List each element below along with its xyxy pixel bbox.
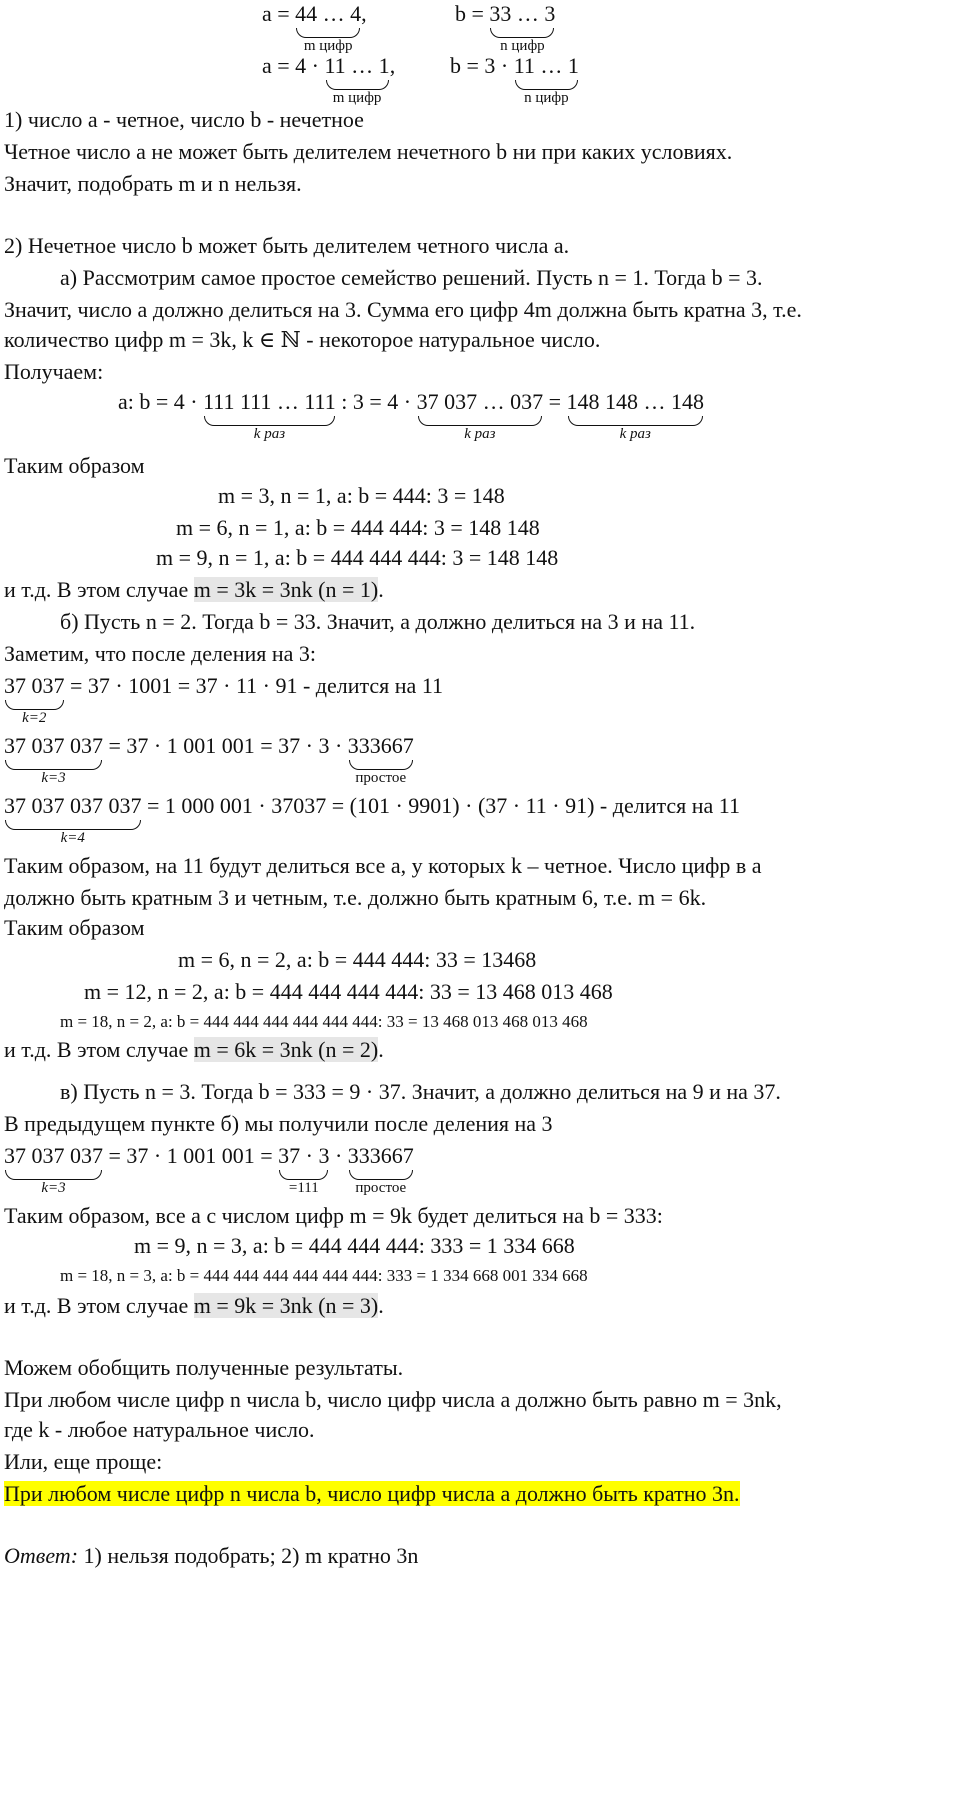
formula-division-k: a: b = 4 · 111 111 … 111 k раз : 3 = 4 · 37 037 … 037 k раз = 148 148 … 148 k раз xyxy=(118,389,705,442)
underbrace-group: 33 … 3 n цифр xyxy=(489,1,556,54)
underbrace-group: 333667 простое xyxy=(347,733,414,786)
formula-k4: 37 037 037 037 k=4 = 1 000 001 · 37037 = (101 · 9901) · (37 · 11 · 91) - делится на 11 xyxy=(4,793,740,846)
answer-label: Ответ: xyxy=(4,1543,79,1568)
underbrace-group: 37 037 … 037 k раз xyxy=(416,389,544,442)
formula-a-factored: a = 4 · 11 … 1 m цифр , xyxy=(262,53,396,106)
paragraph: Значит, число a должно делиться на 3. Сумма его цифр 4m должна быть кратна 3, т.е. xyxy=(4,297,802,322)
formula-a-digits: a = 44 … 4 m цифр , xyxy=(262,1,367,54)
paragraph: Можем обобщить полученные результаты. xyxy=(4,1355,404,1380)
result-row: m = 3, n = 1, a: b = 444: 3 = 148 xyxy=(218,483,505,508)
paragraph: Четное число a не может быть делителем нечетного b ни при каких условиях. xyxy=(4,139,733,164)
underbrace-group: 333667 простое xyxy=(347,1143,414,1196)
result-row: m = 6, n = 1, a: b = 444 444: 3 = 148 148 xyxy=(176,515,540,540)
result-row: m = 9, n = 3, a: b = 444 444 444: 333 = 1 334 668 xyxy=(134,1233,575,1258)
formula-b-factored: b = 3 · 11 … 1 n цифр xyxy=(450,53,579,106)
paragraph: Получаем: xyxy=(4,359,104,384)
paragraph: б) Пусть n = 2. Тогда b = 33. Значит, a должно делиться на 3 и на 11. xyxy=(60,609,696,634)
paragraph: Значит, подобрать m и n нельзя. xyxy=(4,171,302,196)
paragraph: Таким образом, на 11 будут делиться все a, у которых k – четное. Число цифр в a xyxy=(4,853,762,878)
paragraph: Или, еще проще: xyxy=(4,1449,163,1474)
paragraph: должно быть кратным 3 и четным, т.е. должно быть кратным 6, т.е. m = 6k. xyxy=(4,885,707,910)
paragraph: При любом числе цифр n числа b, число цифр числа a должно быть равно m = 3nk, xyxy=(4,1387,782,1412)
highlighted-formula: m = 6k = 3nk (n = 2) xyxy=(193,1037,379,1062)
underbrace-group: 37 037 037 k=3 xyxy=(4,733,103,786)
formula-k3: 37 037 037 k=3 = 37 · 1 001 001 = 37 · 3 · 333667 простое xyxy=(4,733,414,786)
underbrace-group: 44 … 4 m цифр xyxy=(295,1,362,54)
paragraph: и т.д. В этом случае m = 9k = 3nk (n = 3). xyxy=(4,1293,384,1318)
paragraph: 1) число a - четное, число b - нечетное xyxy=(4,107,364,132)
result-row: m = 6, n = 2, a: b = 444 444: 33 = 13468 xyxy=(178,947,537,972)
paragraph: количество цифр m = 3k, k ∈ ℕ - некоторое натуральное число. xyxy=(4,327,601,352)
answer xyxy=(4,1542,418,1570)
highlighted-formula: m = 3k = 3nk (n = 1) xyxy=(193,577,379,602)
paragraph: Заметим, что после деления на 3: xyxy=(4,641,317,666)
highlighted-conclusion: При любом числе цифр n числа b, число цифр числа a должно быть кратно 3n. xyxy=(4,1481,740,1506)
paragraph: Таким образом xyxy=(4,915,145,940)
paragraph: В предыдущем пункте б) мы получили после деления на 3 xyxy=(4,1111,553,1136)
result-row: m = 18, n = 2, a: b = 444 444 444 444 444 444: 33 = 13 468 013 468 013 468 xyxy=(60,1012,588,1031)
paragraph: в) Пусть n = 3. Тогда b = 333 = 9 · 37. Значит, a должно делиться на 9 и на 37. xyxy=(60,1079,781,1104)
formula-b-digits: b = 33 … 3 n цифр xyxy=(455,1,556,54)
conclusion xyxy=(4,1480,740,1508)
paragraph: где k - любое натуральное число. xyxy=(4,1417,315,1442)
paragraph: 2) Нечетное число b может быть делителем четного числа a. xyxy=(4,233,570,258)
underbrace-group: 37 037 037 037 k=4 xyxy=(4,793,142,846)
answer-text: 1) нельзя подобрать; 2) m кратно 3n xyxy=(78,1543,419,1568)
result-row: m = 9, n = 1, a: b = 444 444 444: 3 = 148 148 xyxy=(156,545,559,570)
underbrace-group: 37 · 3 =111 xyxy=(278,1143,330,1196)
paragraph: Таким образом xyxy=(4,453,145,478)
formula-k2: 37 037 k=2 = 37 · 1001 = 37 · 11 · 91 - делится на 11 xyxy=(4,673,444,726)
underbrace-group: 11 … 1 m цифр xyxy=(324,53,390,106)
formula-k3-111: 37 037 037 k=3 = 37 · 1 001 001 = 37 · 3 =111 · 333667 простое xyxy=(4,1143,414,1196)
underbrace-group: 37 037 037 k=3 xyxy=(4,1143,103,1196)
paragraph: а) Рассмотрим самое простое семейство решений. Пусть n = 1. Тогда b = 3. xyxy=(60,265,763,290)
underbrace-group: 148 148 … 148 k раз xyxy=(566,389,705,442)
result-row: m = 18, n = 3, a: b = 444 444 444 444 444 444: 333 = 1 334 668 001 334 668 xyxy=(60,1266,588,1285)
underbrace-group: 37 037 k=2 xyxy=(4,673,65,726)
paragraph: и т.д. В этом случае m = 3k = 3nk (n = 1). xyxy=(4,577,384,602)
paragraph: Таким образом, все a с числом цифр m = 9k будет делиться на b = 333: xyxy=(4,1203,663,1228)
paragraph: и т.д. В этом случае m = 6k = 3nk (n = 2). xyxy=(4,1037,384,1062)
formula-text: a = xyxy=(262,1,296,26)
highlighted-formula: m = 9k = 3nk (n = 3) xyxy=(193,1293,379,1318)
underbrace-group: 111 111 … 111 k раз xyxy=(203,389,336,442)
result-row: m = 12, n = 2, a: b = 444 444 444 444: 33 = 13 468 013 468 xyxy=(84,979,613,1004)
underbrace-group: 11 … 1 n цифр xyxy=(513,53,579,106)
